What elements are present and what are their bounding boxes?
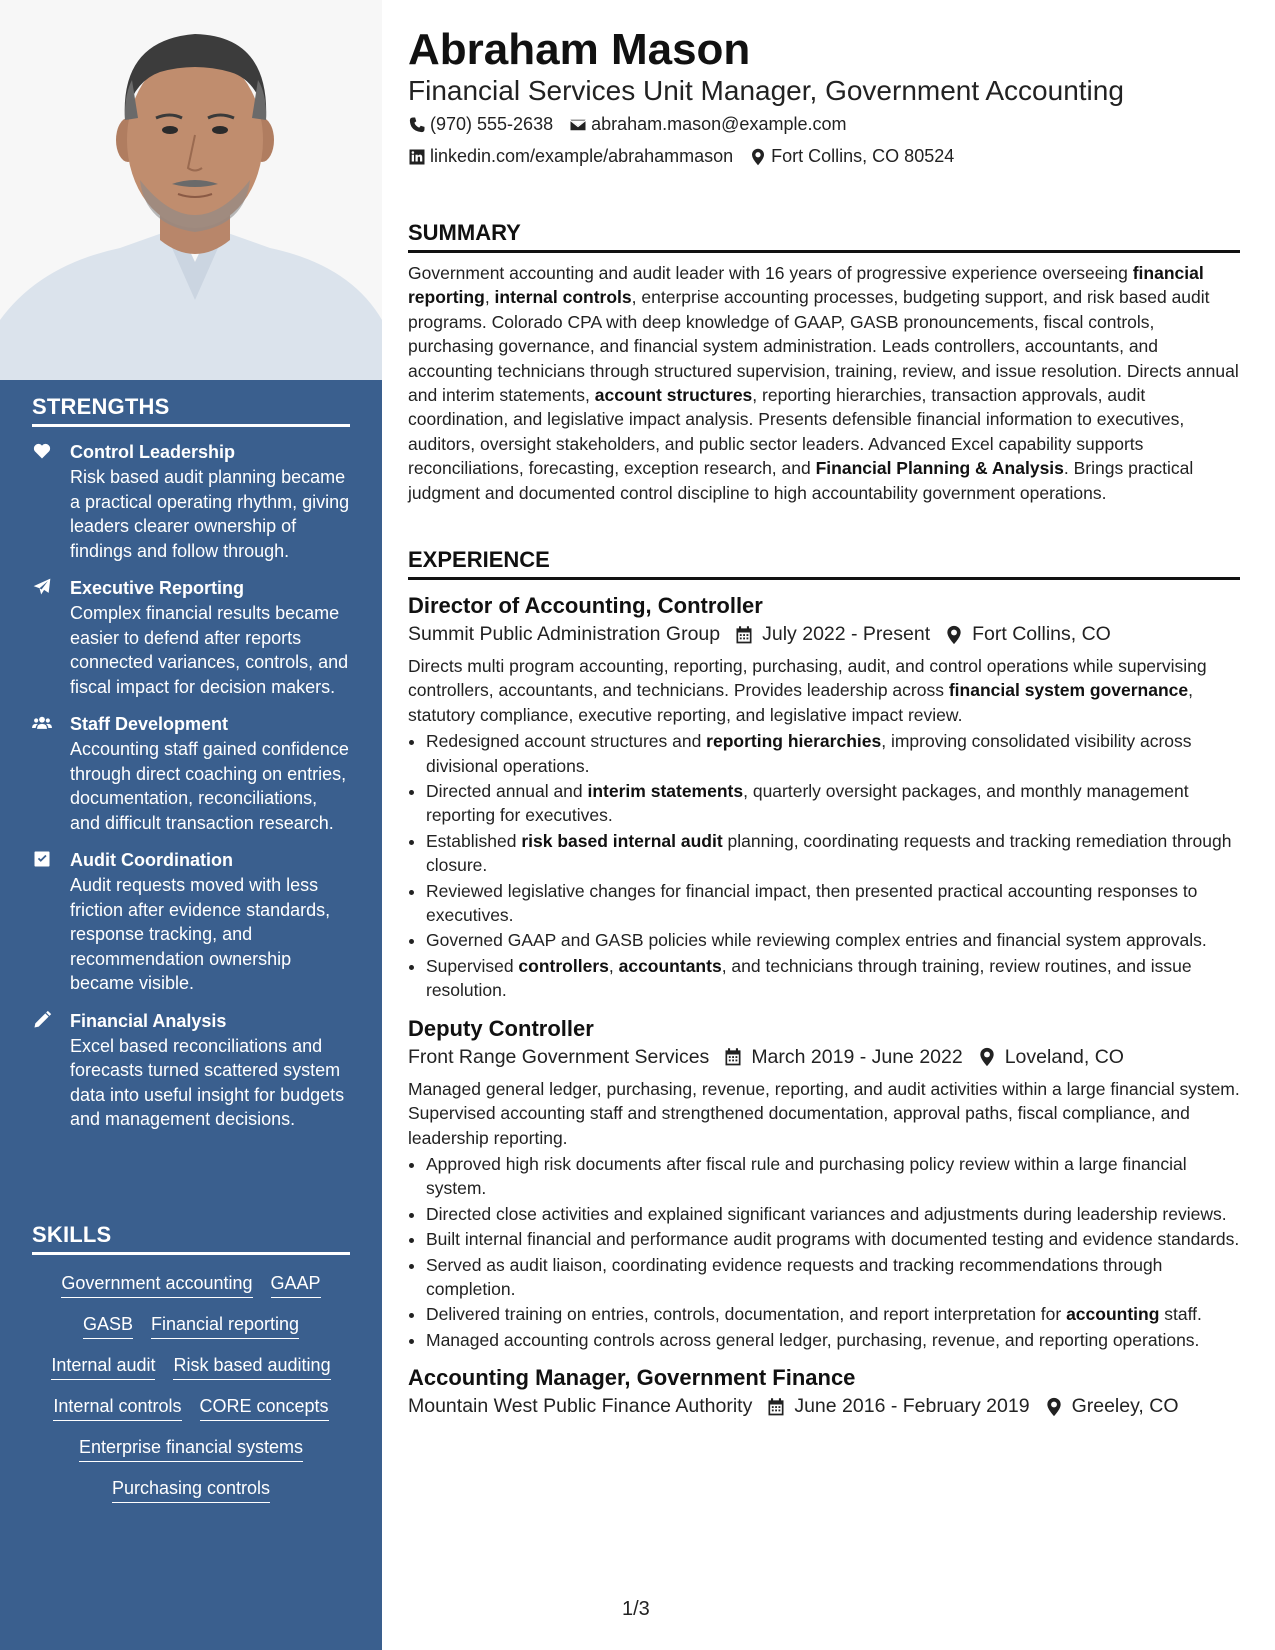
job-bullet: • Delivered training on entries, controls, documentation, and report interpretation for accounting staff. [426,1302,1240,1326]
job-bullet: • Managed accounting controls across general ledger, purchasing, revenue, and reporting operations. [426,1328,1240,1352]
skill-tag: Internal audit [51,1353,155,1380]
job-bullet: • Governed GAAP and GASB policies while reviewing complex entries and financial system approvals. [426,928,1240,952]
job-bullet: • Supervised controllers, accountants, and technicians through training, review routines, and issue resolution. [426,954,1240,1003]
email-text[interactable]: abraham.mason@example.com [591,114,847,134]
strength-title: Staff Development [70,714,229,734]
skill-tag: Risk based auditing [173,1353,330,1380]
phone-text: (970) 555-2638 [430,114,554,134]
contact-linkedin[interactable] [408,146,733,167]
experience-section [408,547,1240,1418]
contact-email[interactable] [569,114,846,135]
job-description: Directs multi program accounting, reporting, purchasing, audit, and control operations while supervising controllers, accountants, and technicians. Provides leadership across financial system governance, statutory compliance, executive reporting, and legislative impact review. [408,656,1207,725]
map-pin-icon [963,1047,1005,1067]
envelope-icon [569,116,587,134]
candidate-name: Abraham Mason [408,25,751,74]
skill-tag: Internal controls [53,1394,181,1421]
job-bullet: • Approved high risk documents after fiscal rule and purchasing policy review within a large financial system. [426,1152,1240,1201]
jobs-list [408,592,1240,1418]
job-bullets [408,729,1240,1002]
job-title: Deputy Controller [408,1015,594,1041]
calendar-icon [709,1047,751,1067]
contact-location [749,146,954,167]
strengths-section [32,394,350,1132]
summary-heading: SUMMARY [408,220,1240,253]
experience-heading: EXPERIENCE [408,547,1240,580]
heart-icon [32,439,70,563]
job-bullets [408,1152,1240,1352]
phone-icon [408,116,426,134]
job-bullet: • Redesigned account structures and reporting hierarchies, improving consolidated visibility across divisional operations. [426,729,1240,778]
linkedin-icon [408,148,426,166]
job-title: Director of Accounting, Controller [408,593,763,618]
skill-tag: GASB [83,1312,133,1339]
skill-tag: CORE concepts [200,1394,329,1421]
strength-description: Accounting staff gained confidence through direct coaching on entries, documentation, reconciliations, and difficult transaction research. [70,739,349,833]
contact-row-2 [408,146,954,167]
job-meta [408,1395,1240,1418]
job-company: Summit Public Administration Group [408,623,721,645]
contact-row-1 [408,114,846,135]
strength-title: Control Leadership [70,442,236,462]
summary-text: Government accounting and audit leader with 16 years of progressive experience overseeing financial reporting, internal controls, enterprise accounting processes, budgeting support, and risk based audit programs. Colorado CPA with deep knowledge of GAAP, GASB pronouncements, fiscal controls, purchasing governance, and financial system administration. Leads controllers, accountants, and accounting technicians through structured supervision, training, review, and issue resolution. Directs annual and interim statements, account structures, reporting hierarchies, transaction approvals, audit coordination, and legislative impact analysis. Presents defensible financial information to executives, auditors, oversight stakeholders, and public sector leaders. Advanced Excel capability supports reconciliations, forecasting, exception research, and Financial Planning & Analysis. Brings practical judgment and documented control discipline to high accountability government operations. [408,263,1239,503]
strength-item [32,847,350,996]
calendar-icon [752,1397,794,1417]
job-description: Managed general ledger, purchasing, revenue, reporting, and audit activities within a large financial system. Supervised accounting staff and strengthened documentation, approval paths, fiscal compliance, and leadership reporting. [408,1078,1240,1148]
strengths-heading: STRENGTHS [32,394,350,427]
job-company: Mountain West Public Finance Authority [408,1395,753,1418]
candidate-title: Financial Services Unit Manager, Government Accounting [408,75,1124,106]
job-dates: July 2022 - Present [762,623,931,645]
skills-list [32,1271,350,1503]
skill-tag: GAAP [271,1271,321,1298]
linkedin-text[interactable]: linkedin.com/example/abrahammason [430,146,734,166]
job-location: Greeley, CO [1071,1395,1179,1418]
portrait-image [0,0,382,380]
users-icon [32,711,70,835]
strength-item [32,439,350,563]
job-location: Loveland, CO [1004,1045,1124,1068]
job-dates: June 2016 - February 2019 [794,1395,1030,1418]
job-bullet: • Established risk based internal audit planning, coordinating requests and tracking remediation through closure. [426,829,1240,878]
job-entry [408,592,1240,1003]
skill-tag: Enterprise financial systems [79,1435,303,1462]
strength-description: Complex financial results became easier to defend after reports connected variances, controls, and fiscal impact for decision makers. [70,603,349,697]
strength-title: Financial Analysis [70,1010,227,1031]
job-company: Front Range Government Services [408,1045,710,1068]
strength-description: Audit requests moved with less friction after evidence standards, response tracking, and recommendation ownership became visible. [70,875,331,993]
strength-title: Audit Coordination [70,850,233,870]
job-bullet: • Built internal financial and performance audit programs with documented testing and evidence standards. [426,1227,1240,1251]
skills-heading: SKILLS [32,1222,350,1255]
strength-title: Executive Reporting [70,578,245,598]
checkbox-icon [32,847,70,996]
map-pin-icon [749,148,767,166]
profile-photo [0,0,382,380]
map-pin-icon [930,625,972,645]
job-bullet: • Directed close activities and explained significant variances and adjustments during leadership reviews. [426,1202,1240,1226]
job-meta [408,1046,1240,1069]
strength-item [32,575,350,699]
contact-phone [408,114,553,135]
job-bullet: • Served as audit liaison, coordinating evidence requests and tracking recommendations through completion. [426,1253,1240,1302]
job-dates: March 2019 - June 2022 [751,1045,963,1068]
job-bullet: • Directed annual and interim statements, quarterly oversight packages, and monthly management reporting for executives. [426,779,1240,828]
job-entry [408,1364,1240,1418]
skill-tag: Financial reporting [151,1312,299,1339]
strength-item [32,711,350,835]
skills-section [32,1222,350,1503]
map-pin-icon [1030,1397,1072,1417]
job-meta [408,623,1240,646]
sidebar [0,0,382,1650]
paper-plane-icon [32,575,70,699]
skill-tag: Purchasing controls [112,1476,270,1503]
page-number: 1/3 [622,1598,650,1620]
job-bullet: • Reviewed legislative changes for financial impact, then presented practical accounting responses to executives. [426,879,1240,928]
pencil-icon [32,1008,70,1132]
calendar-icon [720,625,762,645]
job-entry [408,1015,1240,1352]
skill-tag: Government accounting [61,1271,252,1298]
location-text: Fort Collins, CO 80524 [771,146,955,166]
strength-description: Risk based audit planning became a practical operating rhythm, giving leaders clearer ownership of findings and follow through. [70,467,350,561]
job-title: Accounting Manager, Government Finance [408,1365,856,1391]
strength-description: Excel based reconciliations and forecasts turned scattered system data into useful insight for budgets and management decisions. [70,1035,345,1129]
job-location: Fort Collins, CO [972,623,1111,645]
strength-item [32,1008,350,1132]
summary-section [408,220,1240,505]
